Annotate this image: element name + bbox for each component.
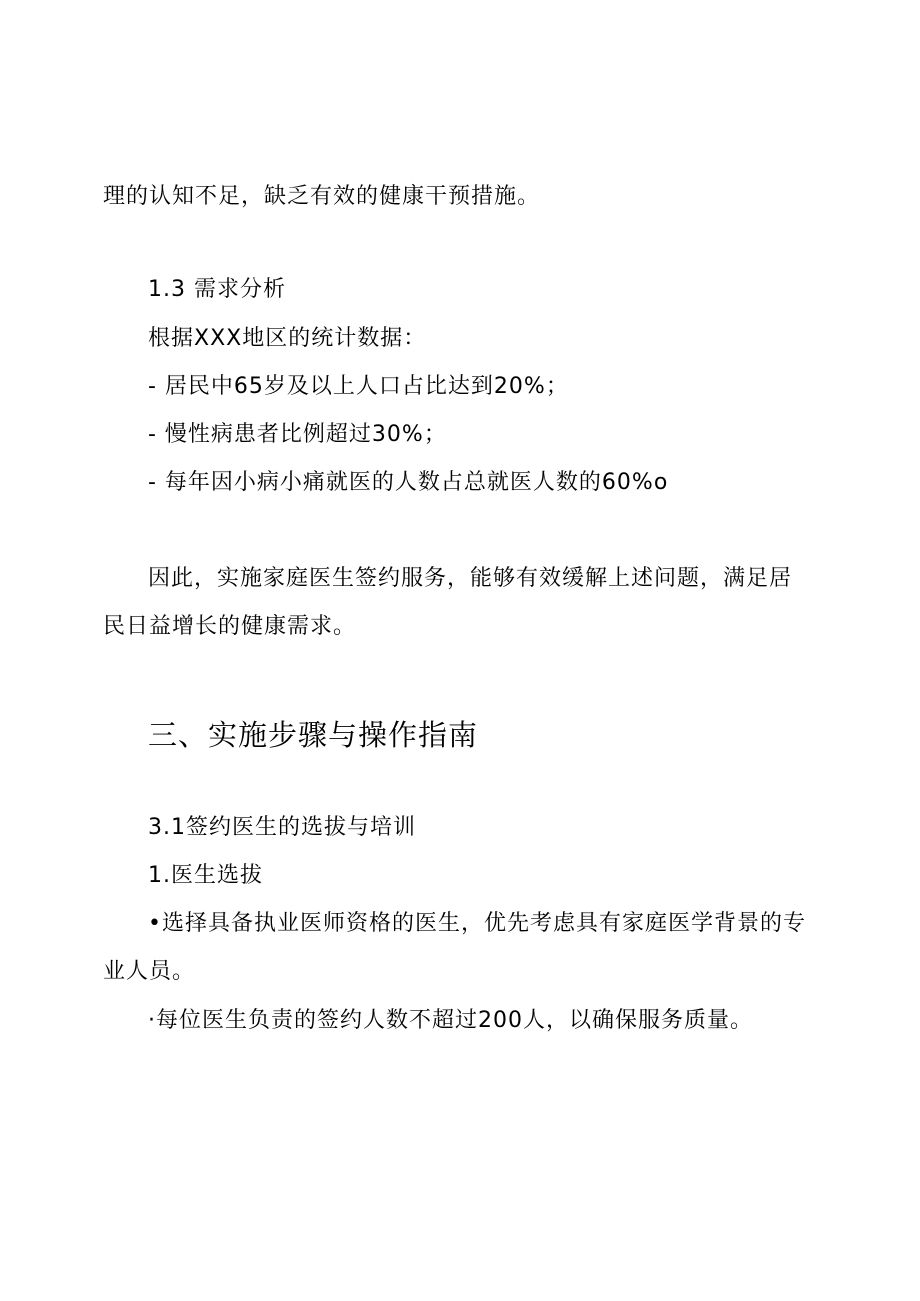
section-heading-1-3: 1.3 需求分析 (148, 277, 286, 302)
stats-list-item: - 居民中65岁及以上人口占比达到20%； (148, 374, 569, 399)
stats-intro-text: 根据XXX地区的统计数据： (148, 326, 427, 351)
bullet-item-line2: 业人员。 (103, 959, 196, 984)
section-heading-3-1: 3.1签约医生的选拔与培训 (148, 815, 416, 840)
continuation-text: 理的认知不足，缺乏有效的健康干预措施。 (103, 184, 541, 209)
bullet-item: ·每位医生负责的签约人数不超过200人，以确保服务质量。 (148, 1008, 753, 1033)
conclusion-text-line2: 民日益增长的健康需求。 (103, 614, 357, 639)
stats-list-item: - 每年因小病小痛就医的人数占总就医人数的60%o (148, 470, 669, 495)
subsection-heading-doctor-selection: 1.医生选拔 (148, 863, 263, 888)
chapter-heading-3: 三、实施步骤与操作指南 (148, 718, 479, 752)
conclusion-text-line1: 因此，实施家庭医生签约服务，能够有效缓解上述问题，满足居 (148, 566, 793, 591)
stats-list-item: - 慢性病患者比例超过30%； (148, 422, 447, 447)
bullet-item-line1: •选择具备执业医师资格的医生，优先考虑具有家庭医学背景的专 (148, 911, 806, 936)
